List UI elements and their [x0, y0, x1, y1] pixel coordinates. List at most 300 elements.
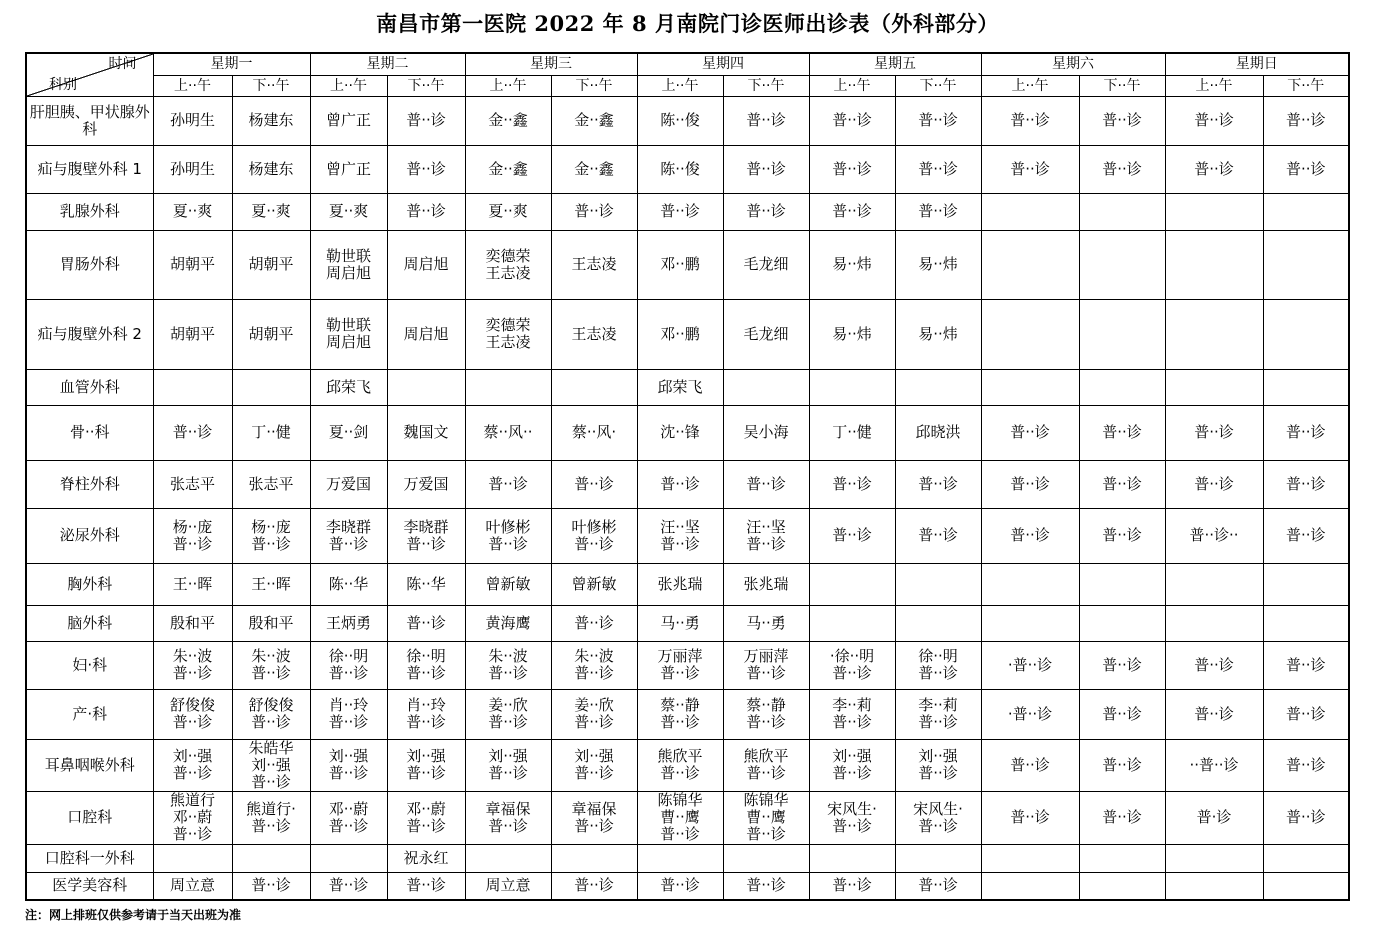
schedule-cell-mon-am: [153, 791, 232, 844]
doctor-entry: 普··诊: [1102, 159, 1142, 178]
schedule-cell-fri-am: [809, 193, 895, 230]
doctor-entry: 胡朝平: [248, 324, 294, 343]
schedule-cell-sun-pm: [1263, 689, 1349, 739]
doctor-entry: 普··诊: [1285, 755, 1326, 774]
doctor-entry: 普··诊: [1010, 755, 1050, 774]
schedule-cell-mon-am: [153, 872, 232, 900]
doctor-entry: 邓··鹏: [660, 255, 700, 273]
doctor-entry: 普··诊: [660, 202, 700, 220]
doctor-entry: 普··诊: [746, 111, 786, 129]
schedule-cell-sat-pm: [1079, 145, 1165, 193]
schedule-cell-tue-am: [310, 369, 387, 405]
schedule-cell-thu-pm: [723, 145, 809, 193]
doctor-entry: 普··诊: [660, 474, 700, 493]
doctor-entry: 殷和平: [248, 613, 294, 632]
schedule-cell-fri-pm: [895, 405, 981, 460]
doctor-entry: 朱··波: [251, 647, 291, 665]
department-name: 胸外科: [26, 563, 153, 605]
department-name: 口腔科一外科: [26, 844, 153, 872]
doctor-entry: 沈··锋: [660, 423, 700, 441]
schedule-cell-sun-am: [1165, 460, 1263, 508]
doctor-entry: 普··诊: [1285, 423, 1326, 441]
doctor-entry: 普··诊: [1102, 111, 1142, 129]
doctor-entry: 张兆瑞: [657, 574, 703, 593]
doctor-entry: 普··诊: [832, 111, 872, 129]
schedule-cell-tue-am: [310, 563, 387, 605]
schedule-cell-sun-am: [1165, 791, 1263, 844]
schedule-cell-fri-am: [809, 369, 895, 405]
schedule-cell-tue-pm: [387, 96, 465, 145]
page-title: 南昌市第一医院 2022 年 8 月南院门诊医师出诊表（外科部分）: [376, 11, 999, 36]
doctor-entry: 普··诊: [832, 474, 872, 493]
doctor-entry: 杨··庞: [251, 517, 291, 536]
doctor-entry: 普··诊: [660, 764, 700, 782]
schedule-cell-sat-pm: [1079, 369, 1165, 405]
schedule-cell-sat-am: [981, 193, 1079, 230]
schedule-cell-tue-am: [310, 605, 387, 641]
day-header-sat: 星期六: [981, 53, 1165, 75]
schedule-cell-wed-am: [465, 369, 551, 405]
doctor-entry: 普··诊: [1194, 704, 1234, 723]
schedule-cell-sun-pm: [1263, 299, 1349, 369]
doctor-entry: 周启旭: [403, 324, 449, 343]
doctor-entry: 曾广正: [325, 159, 371, 178]
schedule-cell-fri-pm: [895, 791, 981, 844]
schedule-cell-tue-am: [310, 689, 387, 739]
schedule-cell-tue-pm: [387, 299, 465, 369]
doctor-entry: 周立意: [485, 876, 531, 895]
doctor-entry: 普··诊: [1010, 159, 1050, 178]
table-row: [26, 299, 1349, 369]
doctor-entry: 邓··蔚: [328, 799, 369, 818]
schedule-cell-sat-am: [981, 605, 1079, 641]
doctor-entry: 金··鑫: [488, 111, 528, 129]
schedule-cell-sun-am: [1165, 369, 1263, 405]
schedule-cell-tue-am: [310, 508, 387, 563]
doctor-entry: 普··诊: [1194, 474, 1234, 493]
doctor-entry: 普··诊: [1010, 808, 1050, 826]
schedule-cell-tue-pm: [387, 605, 465, 641]
schedule-cell-fri-pm: [895, 872, 981, 900]
doctor-entry: 刘··强: [488, 747, 528, 765]
table-row: [26, 641, 1349, 689]
doctor-entry: 姜··欣: [574, 696, 614, 714]
department-name: 妇·科: [26, 641, 153, 689]
doctor-entry: 奕德荣: [485, 246, 531, 265]
doctor-entry: 王志凌: [485, 333, 531, 351]
doctor-entry: 普··诊: [746, 202, 786, 220]
doctor-entry: 周启旭: [325, 263, 371, 282]
doctor-entry: 陈··华: [328, 574, 369, 593]
doctor-entry: 普··诊: [406, 764, 446, 782]
schedule-cell-fri-pm: [895, 96, 981, 145]
doctor-entry: 易··炜: [918, 255, 958, 273]
schedule-cell-sun-pm: [1263, 405, 1349, 460]
doctor-entry: 陈··华: [406, 574, 446, 593]
doctor-entry: 普··诊: [406, 111, 446, 129]
doctor-entry: 朱··波: [488, 647, 528, 665]
table-row: [26, 145, 1349, 193]
schedule-cell-tue-pm: [387, 460, 465, 508]
doctor-entry: 汪··坚: [746, 517, 786, 536]
schedule-cell-sat-am: [981, 791, 1079, 844]
doctor-entry: 普··诊: [1285, 526, 1326, 544]
schedule-cell-mon-pm: [232, 689, 310, 739]
tue-pm-header: 下··午: [387, 75, 465, 96]
doctor-entry: 普··诊: [746, 876, 786, 895]
schedule-cell-sat-pm: [1079, 641, 1165, 689]
department-name: 脑外科: [26, 605, 153, 641]
schedule-cell-thu-am: [637, 230, 723, 299]
schedule-cell-mon-pm: [232, 299, 310, 369]
schedule-cell-mon-pm: [232, 230, 310, 299]
doctor-entry: 曾新敏: [485, 574, 531, 593]
doctor-entry: 刘··强: [328, 747, 369, 765]
schedule-cell-sun-pm: [1263, 563, 1349, 605]
schedule-cell-wed-pm: [551, 193, 637, 230]
schedule-cell-tue-pm: [387, 230, 465, 299]
table-row: [26, 96, 1349, 145]
day-header-sun: 星期日: [1165, 53, 1349, 75]
doctor-entry: 普··诊: [172, 825, 213, 843]
schedule-cell-thu-am: [637, 96, 723, 145]
schedule-cell-thu-am: [637, 605, 723, 641]
schedule-cell-sun-am: [1165, 405, 1263, 460]
schedule-cell-tue-pm: [387, 641, 465, 689]
doctor-entry: 舒俊俊: [169, 696, 215, 714]
doctor-entry: 毛龙细: [743, 255, 789, 273]
doctor-entry: 刘··强: [832, 747, 872, 765]
doctor-entry: 孙明生: [169, 159, 215, 178]
doctor-entry: 马··勇: [746, 613, 786, 632]
doctor-entry: 普··诊: [1194, 111, 1234, 129]
day-header-thu: 星期四: [637, 53, 809, 75]
doctor-entry: 蔡··风··: [483, 423, 533, 441]
doctor-entry: 万丽萍: [657, 647, 703, 665]
header-dept-label: 科别: [49, 76, 77, 93]
schedule-cell-thu-am: [637, 299, 723, 369]
schedule-cell-sat-pm: [1079, 844, 1165, 872]
doctor-entry: 马··勇: [660, 613, 700, 632]
doctor-entry: 普··诊: [251, 816, 291, 835]
schedule-cell-wed-pm: [551, 508, 637, 563]
doctor-entry: 杨··庞: [172, 517, 213, 536]
doctor-entry: 王··晖: [172, 574, 213, 593]
schedule-cell-wed-am: [465, 508, 551, 563]
schedule-cell-thu-pm: [723, 299, 809, 369]
doctor-entry: 熊欣平: [657, 747, 703, 765]
doctor-entry: 张兆瑞: [743, 574, 789, 593]
schedule-cell-fri-pm: [895, 369, 981, 405]
schedule-cell-mon-am: [153, 689, 232, 739]
doctor-entry: 普··诊: [746, 534, 786, 553]
schedule-cell-mon-am: [153, 563, 232, 605]
doctor-entry: ·徐··明: [829, 647, 875, 665]
table-row: [26, 508, 1349, 563]
mon-am-header: 上··午: [153, 75, 232, 96]
doctor-entry: 胡朝平: [169, 324, 215, 343]
footnote: 注：网上排班仅供参考请于当天出班为准: [25, 908, 242, 922]
schedule-cell-mon-am: [153, 299, 232, 369]
doctor-entry: 普··诊: [1194, 655, 1234, 674]
schedule-cell-sat-am: [981, 369, 1079, 405]
schedule-cell-mon-am: [153, 460, 232, 508]
doctor-entry: 普··诊: [918, 876, 958, 895]
schedule-cell-wed-am: [465, 299, 551, 369]
doctor-entry: 邱荣飞: [657, 377, 703, 396]
doctor-entry: 熊道行: [169, 791, 215, 809]
schedule-cell-sat-am: [981, 844, 1079, 872]
doctor-entry: 陈锦华: [657, 791, 703, 809]
schedule-cell-sat-am: [981, 145, 1079, 193]
schedule-cell-sat-am: [981, 230, 1079, 299]
schedule-cell-mon-am: [153, 230, 232, 299]
schedule-cell-wed-am: [465, 844, 551, 872]
schedule-cell-wed-am: [465, 460, 551, 508]
doctor-entry: 普··诊: [574, 474, 614, 493]
schedule-cell-sun-am: [1165, 145, 1263, 193]
schedule-cell-mon-am: [153, 96, 232, 145]
thu-pm-header: 下··午: [723, 75, 809, 96]
doctor-entry: 普··诊: [488, 534, 528, 553]
table-row: [26, 193, 1349, 230]
doctor-entry: 普··诊: [1102, 526, 1142, 544]
schedule-cell-thu-pm: [723, 872, 809, 900]
doctor-entry: 普··诊: [1102, 474, 1142, 493]
doctor-entry: 勒世联: [325, 316, 371, 334]
doctor-entry: 勒世联: [325, 246, 371, 265]
doctor-entry: 普··诊: [918, 111, 958, 129]
schedule-cell-fri-am: [809, 230, 895, 299]
doctor-entry: 刘··强: [172, 747, 213, 765]
doctor-entry: 陈··俊: [660, 159, 700, 178]
doctor-entry: 普··诊: [832, 664, 872, 682]
schedule-cell-wed-am: [465, 230, 551, 299]
schedule-cell-thu-pm: [723, 689, 809, 739]
schedule-cell-fri-am: [809, 299, 895, 369]
schedule-cell-thu-pm: [723, 641, 809, 689]
doctor-entry: 普·诊: [1196, 808, 1232, 826]
doctor-entry: 章福保: [571, 799, 617, 818]
schedule-cell-sat-pm: [1079, 791, 1165, 844]
table-row: [26, 872, 1349, 900]
doctor-entry: 金··鑫: [574, 159, 614, 178]
schedule-cell-fri-am: [809, 508, 895, 563]
doctor-entry: 普··诊: [1010, 474, 1050, 493]
schedule-cell-fri-am: [809, 844, 895, 872]
schedule-cell-sun-pm: [1263, 193, 1349, 230]
schedule-cell-tue-am: [310, 96, 387, 145]
department-name: 产·科: [26, 689, 153, 739]
doctor-entry: 普··诊: [1102, 655, 1142, 674]
schedule-cell-sat-am: [981, 508, 1079, 563]
schedule-cell-thu-am: [637, 689, 723, 739]
header-halfday-row: [26, 75, 1349, 96]
schedule-cell-tue-am: [310, 193, 387, 230]
schedule-cell-thu-pm: [723, 791, 809, 844]
schedule-cell-fri-pm: [895, 563, 981, 605]
doctor-entry: 杨建东: [248, 111, 294, 129]
schedule-cell-sat-pm: [1079, 96, 1165, 145]
doctor-entry: 普··诊: [172, 713, 213, 731]
doctor-entry: 熊欣平: [743, 747, 789, 765]
doctor-entry: 刘··强: [574, 747, 614, 765]
doctor-entry: 普··诊: [746, 764, 786, 782]
schedule-cell-thu-pm: [723, 405, 809, 460]
doctor-entry: 普··诊: [328, 713, 369, 731]
doctor-entry: 普··诊: [746, 664, 786, 682]
schedule-cell-mon-pm: [232, 369, 310, 405]
doctor-entry: 刘··强: [918, 747, 958, 765]
doctor-entry: 李晓群: [325, 517, 371, 536]
schedule-cell-tue-pm: [387, 689, 465, 739]
schedule-cell-thu-am: [637, 563, 723, 605]
doctor-entry: 普··诊: [660, 825, 700, 843]
schedule-cell-fri-pm: [895, 460, 981, 508]
doctor-entry: 周启旭: [325, 333, 371, 351]
doctor-entry: 李··莉: [832, 696, 872, 714]
doctor-entry: 普··诊: [832, 713, 872, 731]
doctor-entry: 熊道行·: [246, 799, 296, 818]
doctor-entry: 普··诊: [746, 825, 786, 843]
doctor-entry: 普··诊: [918, 664, 958, 682]
schedule-cell-sun-pm: [1263, 460, 1349, 508]
doctor-entry: 普··诊: [746, 159, 786, 178]
table-row: [26, 369, 1349, 405]
doctor-entry: 易··炜: [832, 255, 872, 273]
schedule-cell-sat-am: [981, 460, 1079, 508]
schedule-cell-tue-pm: [387, 844, 465, 872]
schedule-cell-fri-pm: [895, 605, 981, 641]
doctor-entry: ··普··诊: [1189, 755, 1239, 774]
schedule-cell-sat-pm: [1079, 193, 1165, 230]
schedule-cell-sun-am: [1165, 299, 1263, 369]
doctor-entry: 普··诊: [1102, 423, 1142, 441]
doctor-entry: 普··诊: [251, 664, 291, 682]
schedule-cell-thu-pm: [723, 193, 809, 230]
schedule-cell-fri-pm: [895, 508, 981, 563]
doctor-entry: 普··诊: [488, 764, 528, 782]
doctor-entry: 蔡··风·: [571, 423, 617, 441]
schedule-cell-tue-am: [310, 145, 387, 193]
schedule-cell-sun-am: [1165, 844, 1263, 872]
doctor-entry: 普··诊: [406, 713, 446, 731]
header-corner-cell: [26, 53, 153, 96]
schedule-cell-wed-pm: [551, 369, 637, 405]
schedule-cell-wed-am: [465, 193, 551, 230]
department-name: 胃肠外科: [26, 230, 153, 299]
schedule-cell-wed-am: [465, 145, 551, 193]
doctor-entry: 曾广正: [325, 111, 371, 129]
schedule-cell-wed-pm: [551, 96, 637, 145]
schedule-cell-wed-pm: [551, 145, 637, 193]
schedule-cell-sun-am: [1165, 193, 1263, 230]
schedule-cell-tue-pm: [387, 739, 465, 791]
doctor-entry: 普··诊: [328, 664, 369, 682]
doctor-entry: 丁··健: [251, 423, 291, 441]
schedule-cell-tue-am: [310, 872, 387, 900]
doctor-entry: 万爱国: [403, 474, 449, 493]
schedule-cell-mon-pm: [232, 460, 310, 508]
department-name: 肝胆胰、甲状腺外科: [26, 96, 153, 145]
schedule-cell-mon-pm: [232, 96, 310, 145]
doctor-entry: 李晓群: [403, 517, 449, 536]
doctor-entry: 普··诊: [832, 816, 872, 835]
table-row: [26, 230, 1349, 299]
doctor-entry: 张志平: [248, 474, 294, 493]
doctor-entry: 王炳勇: [325, 613, 371, 632]
doctor-entry: ·普··诊: [1007, 704, 1053, 723]
schedule-cell-tue-am: [310, 739, 387, 791]
schedule-cell-mon-am: [153, 739, 232, 791]
schedule-cell-thu-am: [637, 641, 723, 689]
schedule-cell-wed-pm: [551, 605, 637, 641]
doctor-entry: 夏··爽: [172, 202, 213, 220]
doctor-entry: 普··诊: [918, 713, 958, 731]
schedule-cell-mon-am: [153, 369, 232, 405]
table-row: [26, 460, 1349, 508]
doctor-entry: 徐··明: [406, 647, 446, 665]
schedule-cell-wed-am: [465, 689, 551, 739]
schedule-cell-sun-pm: [1263, 739, 1349, 791]
schedule-cell-sat-pm: [1079, 508, 1165, 563]
schedule-cell-thu-am: [637, 145, 723, 193]
schedule-cell-sat-am: [981, 405, 1079, 460]
doctor-entry: 普··诊: [918, 816, 958, 835]
doctor-entry: 夏··爽: [488, 202, 528, 220]
table-row: [26, 405, 1349, 460]
schedule-cell-mon-pm: [232, 844, 310, 872]
doctor-entry: 曹··鹰: [660, 808, 700, 826]
schedule-cell-sat-pm: [1079, 405, 1165, 460]
schedule-cell-sat-pm: [1079, 230, 1165, 299]
schedule-cell-mon-am: [153, 508, 232, 563]
schedule-cell-fri-am: [809, 605, 895, 641]
doctor-entry: 普··诊: [574, 202, 614, 220]
doctor-entry: 普··诊: [574, 713, 614, 731]
schedule-cell-wed-pm: [551, 299, 637, 369]
schedule-cell-sat-am: [981, 872, 1079, 900]
doctor-entry: 魏国文: [403, 423, 449, 441]
doctor-entry: ·普··诊: [1007, 655, 1053, 674]
doctor-entry: 普··诊: [406, 664, 446, 682]
doctor-entry: 普··诊: [1010, 526, 1050, 544]
doctor-entry: 孙明生: [169, 111, 215, 129]
schedule-cell-thu-pm: [723, 96, 809, 145]
schedule-cell-sun-am: [1165, 872, 1263, 900]
schedule-cell-fri-am: [809, 563, 895, 605]
table-row: [26, 563, 1349, 605]
schedule-cell-sun-am: [1165, 508, 1263, 563]
schedule-cell-fri-pm: [895, 641, 981, 689]
doctor-entry: 普··诊: [172, 534, 213, 553]
schedule-cell-mon-am: [153, 193, 232, 230]
doctor-entry: 普··诊: [251, 772, 291, 791]
schedule-cell-wed-pm: [551, 844, 637, 872]
sat-pm-header: 下··午: [1079, 75, 1165, 96]
schedule-cell-thu-am: [637, 739, 723, 791]
schedule-cell-thu-pm: [723, 508, 809, 563]
doctor-entry: 姜··欣: [488, 696, 528, 714]
doctor-entry: 夏··剑: [328, 423, 369, 441]
doctor-entry: 朱皓华: [248, 739, 294, 757]
doctor-entry: 普··诊: [574, 534, 614, 553]
department-name: 乳腺外科: [26, 193, 153, 230]
schedule-cell-tue-pm: [387, 872, 465, 900]
doctor-entry: 张志平: [169, 474, 215, 493]
doctor-entry: 邓··蔚: [172, 808, 213, 826]
doctor-entry: 普··诊: [406, 816, 446, 835]
